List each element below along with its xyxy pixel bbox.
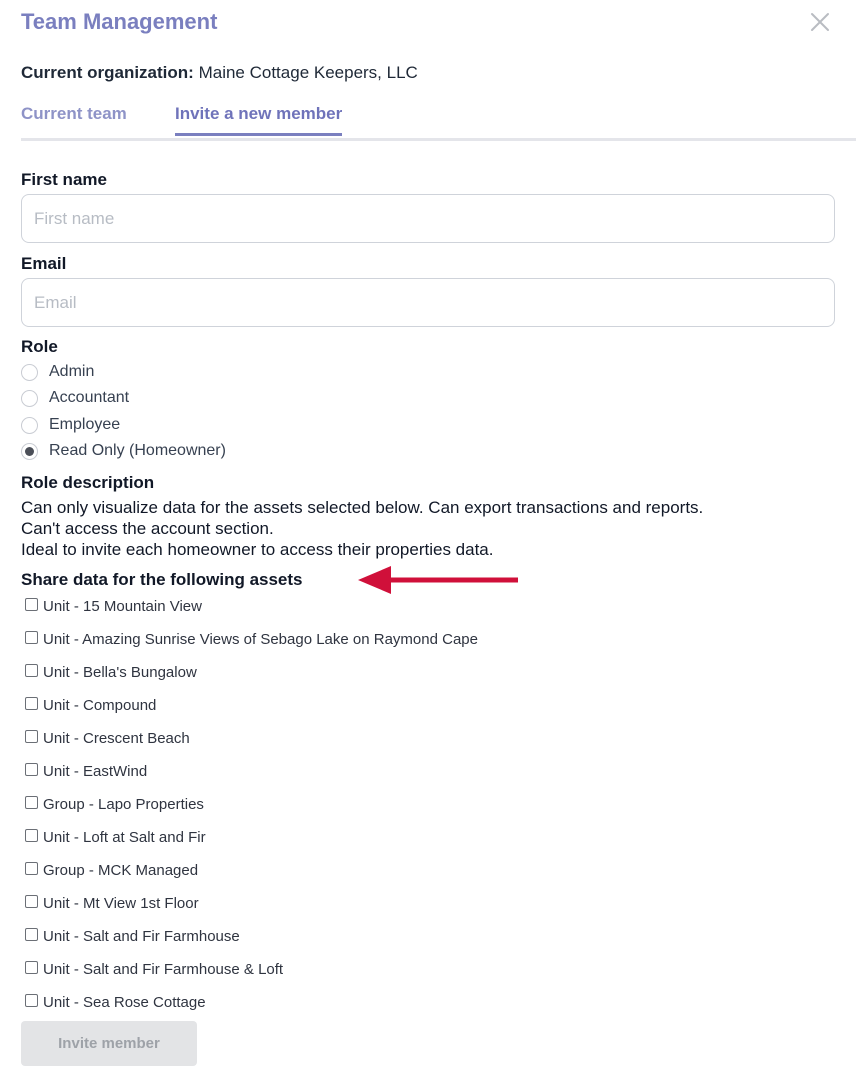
role-description-line: Can't access the account section.	[21, 519, 274, 538]
tab-current-team[interactable]: Current team	[21, 104, 127, 123]
asset-label: Unit - 15 Mountain View	[43, 597, 202, 615]
asset-label: Unit - Loft at Salt and Fir	[43, 828, 206, 846]
tab-bar	[21, 104, 856, 141]
asset-item[interactable]	[25, 761, 147, 781]
asset-label: Unit - Amazing Sunrise Views of Sebago Lake on Raymond Cape	[43, 630, 478, 648]
asset-checkbox[interactable]	[25, 697, 38, 710]
role-option-label: Read Only (Homeowner)	[49, 442, 226, 459]
asset-checkbox[interactable]	[25, 829, 38, 842]
asset-checkbox[interactable]	[25, 664, 38, 677]
asset-item[interactable]	[25, 926, 240, 946]
asset-checkbox[interactable]	[25, 928, 38, 941]
role-radio[interactable]	[21, 390, 38, 407]
role-option-employee[interactable]	[21, 414, 120, 436]
current-organization	[21, 63, 418, 83]
role-option-label: Accountant	[49, 389, 130, 406]
asset-item[interactable]	[25, 728, 190, 748]
asset-item[interactable]	[25, 695, 156, 715]
asset-item[interactable]	[25, 860, 198, 880]
asset-label: Group - Lapo Properties	[43, 795, 204, 813]
role-option-label: Admin	[49, 363, 95, 380]
asset-checkbox[interactable]	[25, 598, 38, 611]
asset-checkbox[interactable]	[25, 994, 38, 1007]
role-description-line: Can only visualize data for the assets selected below. Can export transactions and reports.	[21, 498, 704, 517]
share-data-label: Share data for the following assets	[21, 570, 303, 589]
asset-label: Unit - Sea Rose Cottage	[43, 993, 206, 1011]
role-description-line: Ideal to invite each homeowner to access their properties data.	[21, 540, 494, 559]
email-label: Email	[21, 254, 67, 273]
org-name: Maine Cottage Keepers, LLC	[198, 63, 418, 82]
asset-label: Group - MCK Managed	[43, 861, 199, 879]
role-description	[21, 497, 703, 560]
asset-checkbox[interactable]	[25, 796, 38, 809]
tab-invite-new-member[interactable]: Invite a new member	[175, 104, 342, 136]
asset-item[interactable]	[25, 662, 197, 682]
asset-checkbox[interactable]	[25, 895, 38, 908]
asset-label: Unit - Bella's Bungalow	[43, 663, 197, 681]
role-label: Role	[21, 337, 58, 356]
close-icon[interactable]	[808, 10, 832, 34]
modal-title: Team Management	[21, 9, 218, 34]
asset-checkbox[interactable]	[25, 730, 38, 743]
role-radio-selected[interactable]	[21, 443, 38, 460]
asset-label: Unit - Compound	[43, 696, 157, 714]
first-name-label: First name	[21, 170, 107, 189]
asset-label: Unit - Mt View 1st Floor	[43, 894, 199, 912]
asset-item[interactable]	[25, 629, 478, 649]
first-name-input[interactable]	[21, 194, 835, 243]
role-radio[interactable]	[21, 364, 38, 381]
role-radio[interactable]	[21, 417, 38, 434]
role-option-label: Employee	[49, 416, 121, 433]
role-option-accountant[interactable]	[21, 387, 129, 409]
asset-item[interactable]	[25, 992, 206, 1012]
asset-label: Unit - Crescent Beach	[43, 729, 190, 747]
asset-label: Unit - EastWind	[43, 762, 148, 780]
email-input[interactable]	[21, 278, 835, 327]
asset-item[interactable]	[25, 794, 204, 814]
asset-item[interactable]	[25, 827, 206, 847]
invite-member-button[interactable]: Invite member	[21, 1021, 197, 1066]
role-option-read-only[interactable]	[21, 440, 226, 462]
asset-label: Unit - Salt and Fir Farmhouse	[43, 927, 240, 945]
asset-checkbox[interactable]	[25, 631, 38, 644]
asset-checkbox[interactable]	[25, 862, 38, 875]
arrow-left-icon	[356, 563, 520, 597]
asset-checkbox[interactable]	[25, 763, 38, 776]
asset-item[interactable]	[25, 893, 199, 913]
asset-item[interactable]	[25, 596, 202, 616]
role-option-admin[interactable]	[21, 361, 94, 383]
asset-label: Unit - Salt and Fir Farmhouse & Loft	[43, 960, 284, 978]
asset-item[interactable]	[25, 959, 283, 979]
org-label: Current organization:	[21, 63, 194, 82]
asset-checkbox[interactable]	[25, 961, 38, 974]
role-description-label: Role description	[21, 473, 155, 492]
